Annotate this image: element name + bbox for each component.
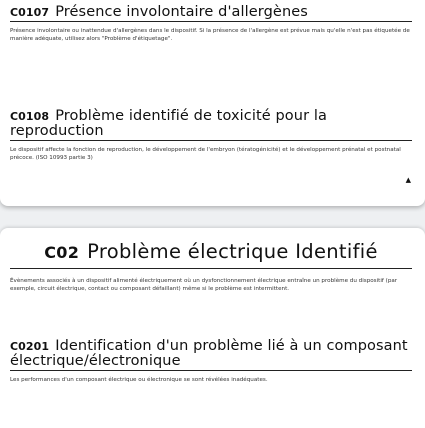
entry-description: Présence involontaire ou inattendue d'allergènes dans le dispositif. Si la présence de l'allergène est prévue mais qu'elle n'est pas étiquetée de manière adéquate, utilisez alors "Problème d'étiquetage". bbox=[10, 28, 410, 42]
entry-title-text: Identification d'un problème lié à un composant électrique/électronique bbox=[10, 338, 408, 369]
entry-title bbox=[10, 339, 412, 371]
entry-title-text: Présence involontaire d'allergènes bbox=[55, 4, 308, 20]
group-heading bbox=[10, 240, 412, 269]
entry-code: C0108 bbox=[10, 110, 50, 123]
scroll-to-top-icon[interactable]: ▲ bbox=[405, 176, 411, 184]
code-entry-c0107 bbox=[10, 5, 412, 43]
code-entry-c0201 bbox=[10, 339, 412, 384]
bottom-card bbox=[0, 228, 425, 428]
group-code: C02 bbox=[44, 243, 80, 262]
entry-title bbox=[10, 5, 412, 22]
entry-title bbox=[10, 109, 412, 141]
entry-title-text: Problème identifié de toxicité pour la reproduction bbox=[10, 108, 327, 139]
entry-description: Les performances d'un composant électrique ou électronique se sont révélées inadéquates. bbox=[10, 377, 268, 383]
code-entry-c0108 bbox=[10, 109, 412, 162]
group-title-text: Problème électrique Identifié bbox=[87, 240, 378, 263]
entry-code: C0107 bbox=[10, 6, 50, 19]
group-description: Évènements associés à un dispositif alimenté électriquement où un dysfonctionnement électrique entraîne un problème du dispositif (par exemple, circuit électrique, contact ou composant défaillant) même si le problème est intermittent. bbox=[10, 278, 398, 292]
entry-description: Le dispositif affecte la fonction de reproduction, le développement de l'embryon (tératogénicité) et le développement prénatal et postnatal précoce. (ISO 10993 partie 3) bbox=[10, 147, 401, 161]
top-card bbox=[0, 0, 425, 206]
entry-code: C0201 bbox=[10, 340, 50, 353]
